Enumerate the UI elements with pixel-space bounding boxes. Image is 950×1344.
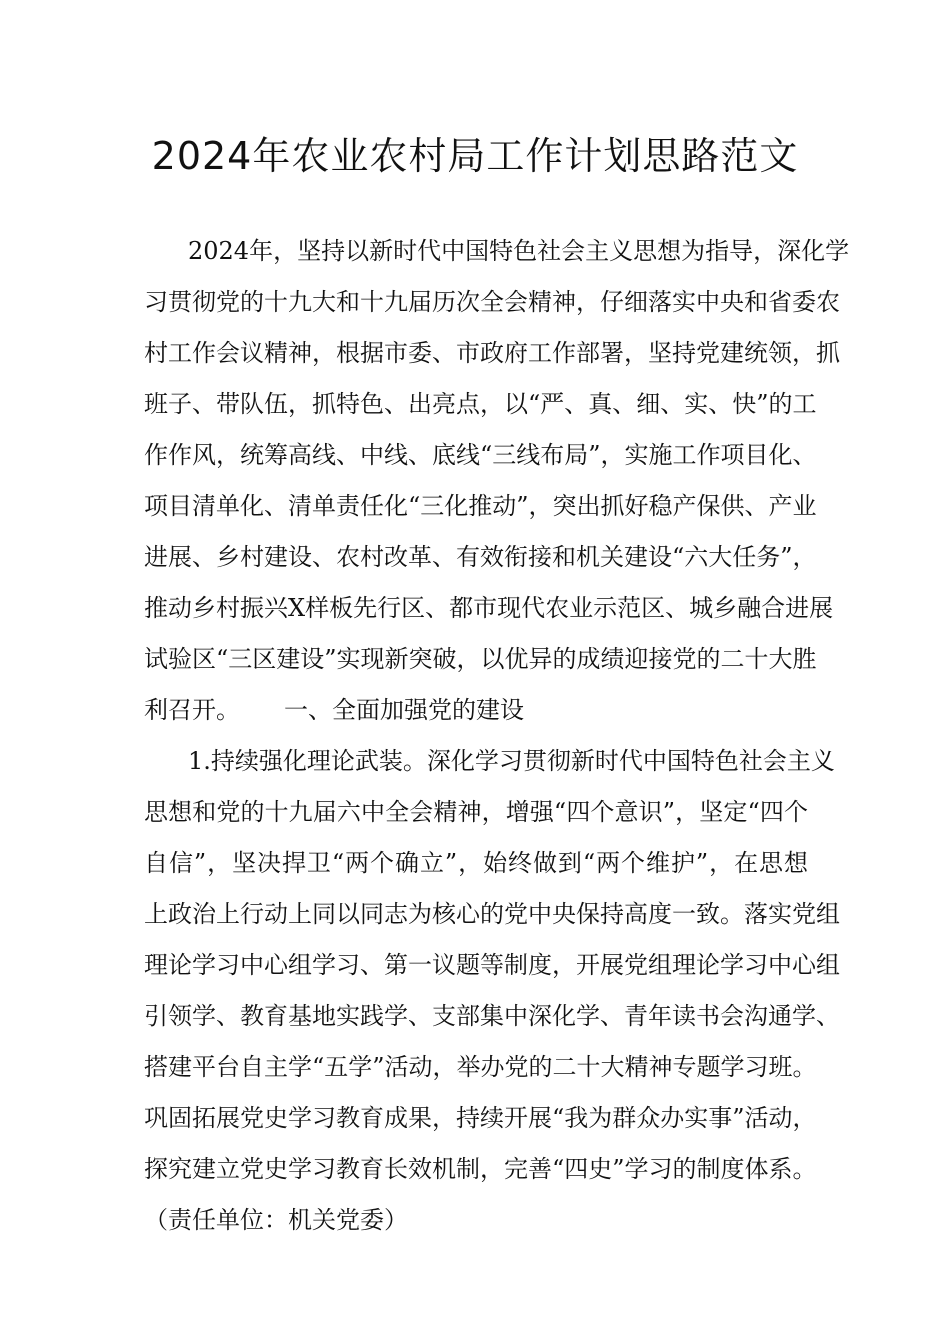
paragraph-line: 探究建立党史学习教育长效机制，完善“四史”学习的制度体系。: [144, 1155, 817, 1183]
paragraph-line: 巩固拓展党史学习教育成果，持续开展“我为群众办实事”活动，: [144, 1104, 817, 1132]
paragraph-line: 推动乡村振兴X样板先行区、都市现代农业示范区、城乡融合进展: [144, 594, 834, 622]
document-title: 2024年农业农村局工作计划思路范文: [151, 134, 799, 178]
intro-ending: 利召开。: [144, 696, 240, 724]
paragraph-line: 思想和党的十九届六中全会精神，增强“四个意识”，坚定“四个: [144, 798, 808, 826]
item-1-paragraph: [144, 736, 840, 1246]
paragraph-line: 村工作会议精神，根据市委、市政府工作部署，坚持党建统领，抓: [144, 339, 840, 367]
intro-paragraph: [144, 226, 850, 736]
paragraph-line: 引领学、教育基地实践学、支部集中深化学、青年读书会沟通学、: [144, 1002, 840, 1030]
paragraph-last-line: [144, 685, 808, 736]
section-heading: 一、全面加强党的建设: [284, 696, 524, 724]
paragraph-line: 试验区“三区建设”实现新突破，以优异的成绩迎接党的二十大胜: [144, 645, 817, 673]
responsibility-note: （责任单位：机关党委）: [144, 1206, 408, 1234]
paragraph-line: 自信”，坚决捍卫“两个确立”，始终做到“两个维护”，在思想: [144, 849, 808, 877]
paragraph-line: 习贯彻党的十九大和十九届历次全会精神，仔细落实中央和省委农: [144, 288, 840, 316]
paragraph-line: 1.持续强化理论武装。深化学习贯彻新时代中国特色社会主义: [188, 747, 835, 775]
paragraph-line: 班子、带队伍，抓特色、出亮点，以“严、真、细、实、快”的工: [144, 390, 817, 418]
paragraph-line: 理论学习中心组学习、第一议题等制度，开展党组理论学习中心组: [144, 951, 840, 979]
paragraph-line: 2024年，坚持以新时代中国特色社会主义思想为指导，深化学: [188, 237, 850, 265]
paragraph-line: 搭建平台自主学“五学”活动，举办党的二十大精神专题学习班。: [144, 1053, 817, 1081]
paragraph-line: 进展、乡村建设、农村改革、有效衔接和机关建设“六大任务”，: [144, 543, 817, 571]
paragraph-line: 上政治上行动上同以同志为核心的党中央保持高度一致。落实党组: [144, 900, 840, 928]
paragraph-line: 作作风，统筹高线、中线、底线“三线布局”，实施工作项目化、: [144, 441, 817, 469]
paragraph-line: 项目清单化、清单责任化“三化推动”，突出抓好稳产保供、产业: [144, 492, 817, 520]
